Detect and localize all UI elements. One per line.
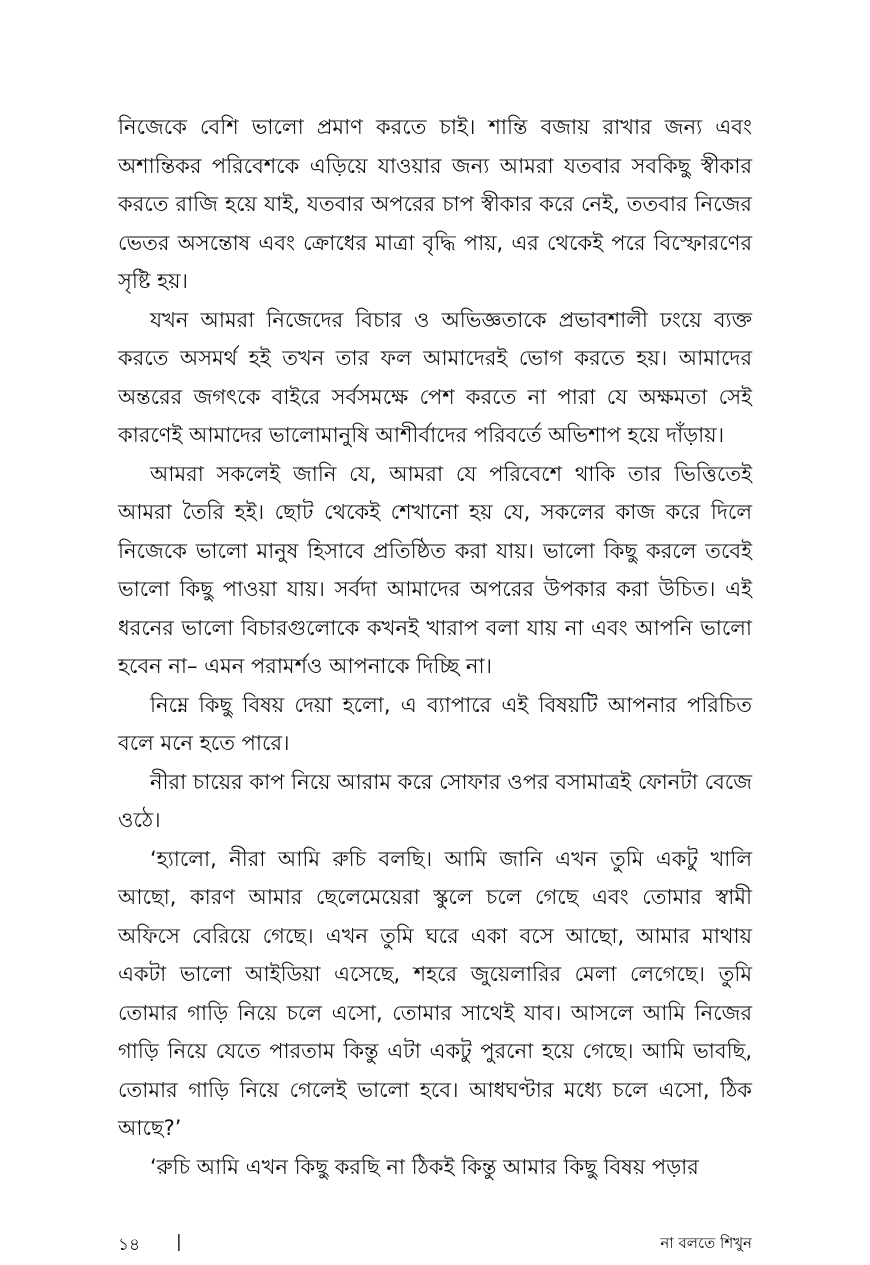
paragraph: নীরা চায়ের কাপ নিয়ে আরাম করে সোফার ওপর বসামাত্রই ফোনটা বেজে ওঠে। bbox=[118, 769, 752, 832]
footer-separator: | bbox=[176, 1232, 182, 1252]
paragraph: নিম্নে কিছু বিষয় দেয়া হলো, এ ব্যাপারে এই বিষয়টি আপনার পরিচিত বলে মনে হতে পারে। bbox=[118, 692, 752, 755]
paragraph: যখন আমরা নিজেদের বিচার ও অভিজ্ঞতাকে প্রভাবশালী ঢংয়ে ব্যক্ত করতে অসমর্থ হই তখন তার ফল আমাদেরই ভোগ করতে হয়। আমাদের অন্তরের জগৎকে বাইরে সর্বসমক্ষে পেশ করতে না পারা যে অক্ষমতা সেই কারণেই আমাদের ভালোমানুষি আশীর্বাদের পরিবর্তে অভিশাপ হয়ে দাঁড়ায়। bbox=[118, 307, 752, 447]
paragraph: আমরা সকলেই জানি যে, আমরা যে পরিবেশে থাকি তার ভিত্তিতেই আমরা তৈরি হই। ছোট থেকেই শেখানো হয় যে, সকলের কাজ করে দিলে নিজেকে ভালো মানুষ হিসাবে প্রতিষ্ঠিত করা যায়। ভালো কিছু করলে তবেই ভালো কিছু পাওয়া যায়। সর্বদা আমাদের অপরের উপকার করা উচিত। এই ধরনের ভালো বিচারগুলোকে কখনই খারাপ বলা যায় না এবং আপনি ভালো হবেন না– এমন পরামর্শও আপনাকে দিচ্ছি না। bbox=[118, 461, 752, 678]
paragraph: নিজেকে বেশি ভালো প্রমাণ করতে চাই। শান্তি বজায় রাখার জন্য এবং অশান্তিকর পরিবেশকে এড়িয়ে যাওয়ার জন্য আমরা যতবার সবকিছু স্বীকার করতে রাজি হয়ে যাই, যতবার অপরের চাপ স্বীকার করে নেই, ততবার নিজের ভেতর অসন্তোষ এবং ক্রোধের মাত্রা বৃদ্ধি পায়, এর থেকেই পরে বিস্ফোরণের সৃষ্টি হয়। bbox=[118, 115, 752, 293]
paragraph: ‘রুচি আমি এখন কিছু করছি না ঠিকই কিন্তু আমার কিছু বিষয় পড়ার bbox=[150, 1154, 699, 1179]
page-body bbox=[118, 108, 752, 1186]
page-footer bbox=[118, 1232, 752, 1256]
paragraph: ‘হ্যালো, নীরা আমি রুচি বলছি। আমি জানি এখন তুমি একটু খালি আছো, কারণ আমার ছেলেমেয়েরা স্কুলে চলে গেছে এবং তোমার স্বামী অফিসে বেরিয়ে গেছে। এখন তুমি ঘরে একা বসে আছো, আমার মাথায় একটা ভালো আইডিয়া এসেছে, শহরে জুয়েলারির মেলা লেগেছে। তুমি তোমার গাড়ি নিয়ে চলে এসো, তোমার সাথেই যাব। আসলে আমি নিজের গাড়ি নিয়ে যেতে পারতাম কিন্তু এটা একটু পুরনো হয়ে গেছে। আমি ভাবছি, তোমার গাড়ি নিয়ে গেলেই ভালো হবে। আধঘণ্টার মধ্যে চলে এসো, ঠিক আছে?’ bbox=[118, 846, 752, 1140]
page-number: ১৪ bbox=[118, 1235, 141, 1255]
book-title: না বলতে শিখুন bbox=[660, 1234, 752, 1252]
